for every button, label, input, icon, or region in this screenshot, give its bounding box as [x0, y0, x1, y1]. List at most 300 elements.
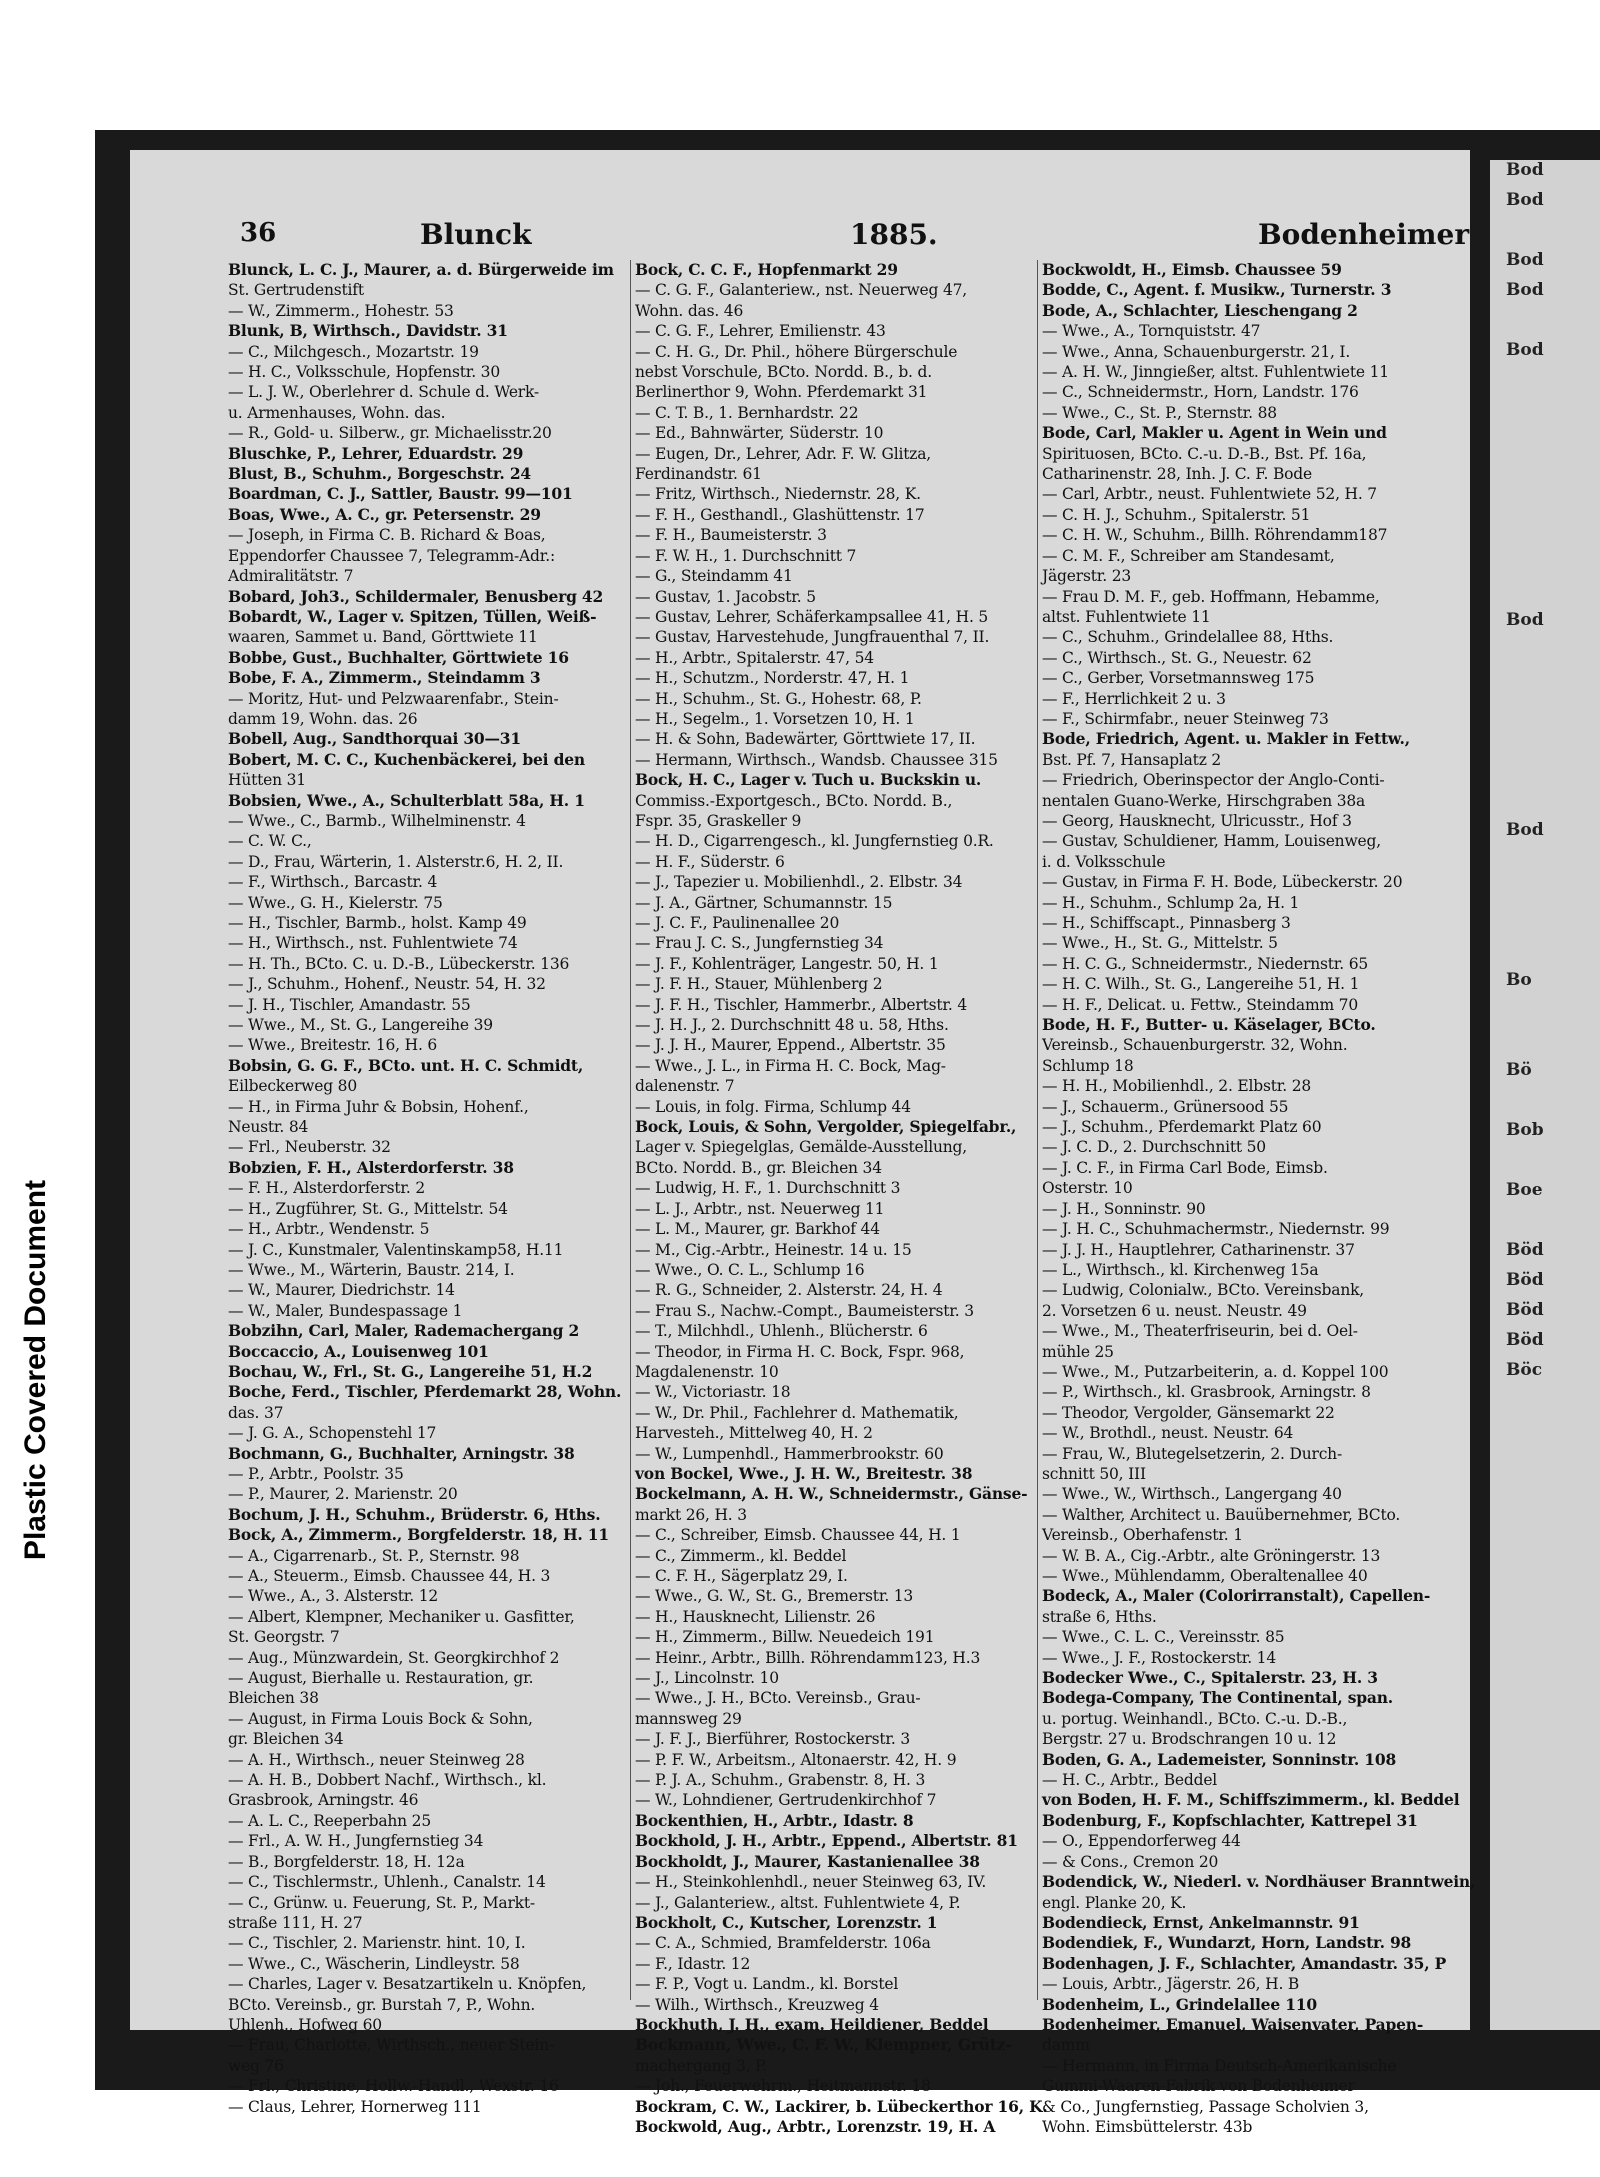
directory-entry: Ferdinandstr. 61	[635, 465, 762, 484]
next-page-fragment	[1490, 220, 1600, 250]
directory-entry: Wohn. das. 46	[635, 301, 744, 320]
directory-entry: — Wwe., J. F., Rostockerstr. 14	[1042, 1648, 1277, 1667]
directory-entry: mannsweg 29	[635, 1709, 742, 1728]
directory-entry: — Louis, in folg. Firma, Schlump 44	[635, 1097, 911, 1116]
directory-entry: — Joseph, in Firma C. B. Richard & Boas,	[228, 526, 546, 545]
side-label	[12, 1130, 60, 1610]
directory-entry: — W., Brothdl., neust. Neustr. 64	[1042, 1424, 1294, 1443]
directory-entry: — Wwe., W., Wirthsch., Langergang 40	[1042, 1485, 1342, 1504]
directory-entry: — Wwe., Breitestr. 16, H. 6	[228, 1036, 438, 1055]
directory-entry: — J. F. H., Stauer, Mühlenberg 2	[635, 975, 883, 994]
directory-entry: Bodendieck, Ernst, Ankelmannstr. 91	[1042, 1912, 1360, 1932]
directory-entry: — C. M. F., Schreiber am Standesamt,	[1042, 546, 1335, 565]
next-page-fragment: Bo	[1506, 970, 1532, 990]
directory-entry: Spirituosen, BCto. C.-u. D.-B., Bst. Pf. 16a,	[1042, 444, 1367, 463]
directory-entry: — Eugen, Dr., Lehrer, Adr. F. W. Glitza,	[635, 444, 931, 463]
directory-entry: — H., Arbtr., Spitalerstr. 47, 54	[635, 648, 874, 667]
directory-entry: — C. H. G., Dr. Phil., höhere Bürgerschule	[635, 342, 958, 361]
directory-entry: — A., Steuerm., Eimsb. Chaussee 44, H. 3	[228, 1567, 551, 1585]
directory-entry: — O., Eppendorferweg 44	[1042, 1832, 1241, 1851]
directory-entry: — P. J. A., Schuhm., Grabenstr. 8, H. 3	[635, 1771, 926, 1790]
directory-entry: — H. C., Arbtr., Beddel	[1042, 1771, 1218, 1790]
directory-entry: — H. H., Mobilienhdl., 2. Elbstr. 28	[1042, 1077, 1312, 1096]
directory-entry: — Wwe., M., Putzarbeiterin, a. d. Koppel 100	[1042, 1362, 1389, 1381]
directory-entry: — C. G. F., Lehrer, Emilienstr. 43	[635, 322, 886, 341]
directory-entry: Gummi-Waaren-Fabrik von Bodenheimer	[1042, 2077, 1355, 2096]
directory-entry: — W., Victoriastr. 18	[635, 1383, 791, 1402]
next-page-fragment	[1490, 910, 1600, 940]
directory-entry: Grasbrook, Arningstr. 46	[228, 1791, 419, 1810]
directory-entry: nebst Vorschule, BCto. Nordd. B., b. d.	[635, 363, 932, 382]
directory-entry: 2. Vorsetzen 6 u. neust. Neustr. 49	[1042, 1301, 1307, 1320]
directory-entry: schnitt 50, III	[1042, 1464, 1146, 1483]
directory-entry: — H., Steinkohlenhdl., neuer Steinweg 63, IV.	[635, 1873, 987, 1892]
directory-entry: — T., Milchhdl., Uhlenh., Blücherstr. 6	[635, 1322, 928, 1341]
directory-entry: — P., Maurer, 2. Marienstr. 20	[228, 1485, 458, 1504]
next-page-fragment: Bod	[1506, 250, 1544, 270]
directory-entry: — Wwe., G. H., Kielerstr. 75	[228, 893, 443, 912]
directory-entry: — F. H., Alsterdorferstr. 2	[228, 1179, 426, 1198]
directory-entry: — W., Lumpenhdl., Hammerbrookstr. 60	[635, 1444, 944, 1463]
directory-entry: — F. P., Vogt u. Landm., kl. Borstel	[635, 1975, 899, 1994]
directory-entry: Bodendiek, F., Wundarzt, Horn, Landstr. 98	[1042, 1933, 1412, 1953]
column-middle	[635, 260, 1048, 2137]
directory-entry: — W., Maler, Bundespassage 1	[228, 1301, 463, 1320]
directory-entry: altst. Fuhlentwiete 11	[1042, 607, 1211, 626]
directory-entry: Bode, Carl, Makler u. Agent in Wein und	[1042, 423, 1387, 443]
directory-entry: Blunk, B, Wirthsch., Davidstr. 31	[228, 321, 508, 341]
directory-entry: — J. H., Sonninstr. 90	[1042, 1199, 1206, 1218]
directory-entry: — C., Wirthsch., St. G., Neuestr. 62	[1042, 648, 1312, 667]
directory-entry: — Walther, Architect u. Bauübernehmer, BCto.	[1042, 1505, 1401, 1524]
directory-entry: — C., Tischlermstr., Uhlenh., Canalstr. 14	[228, 1873, 546, 1892]
directory-entry: Bodeck, A., Maler (Colorirranstalt), Capellen-	[1042, 1586, 1431, 1606]
directory-entry: — W. B. A., Cig.-Arbtr., alte Gröningerstr. 13	[1042, 1546, 1381, 1565]
directory-entry: — Fritz, Wirthsch., Niedernstr. 28, K.	[635, 485, 921, 504]
directory-entry: — J. A., Gärtner, Schumannstr. 15	[635, 893, 893, 912]
directory-entry: — Gustav, Harvestehude, Jungfrauenthal 7, II.	[635, 628, 990, 647]
directory-entry: — Frau, Charlotte, Wirthsch., neuer Stein-	[228, 2036, 555, 2055]
directory-entry: — H., Schuhm., Schlump 2a, H. 1	[1042, 893, 1300, 912]
directory-entry: — L. M., Maurer, gr. Barkhof 44	[635, 1220, 880, 1239]
directory-entry: Bodenburg, F., Kopfschlachter, Kattrepel 31	[1042, 1810, 1418, 1830]
directory-entry: Boccaccio, A., Louisenweg 101	[228, 1341, 489, 1361]
directory-entry: — Ed., Bahnwärter, Süderstr. 10	[635, 424, 884, 443]
directory-entry: — C., Schreiber, Eimsb. Chaussee 44, H. 1	[635, 1526, 961, 1545]
next-page-fragment	[1490, 940, 1600, 970]
directory-entry: — C., Schneidermstr., Horn, Landstr. 176	[1042, 383, 1359, 402]
directory-entry: — Wwe., G. W., St. G., Bremerstr. 13	[635, 1587, 914, 1606]
directory-entry: — Frau J. C. S., Jungfernstieg 34	[635, 934, 884, 953]
directory-entry: — Wwe., O. C. L., Schlump 16	[635, 1260, 865, 1279]
directory-entry: — Theodor, Vergolder, Gänsemarkt 22	[1042, 1403, 1335, 1422]
directory-entry: Wohn. Eimsbüttelerstr. 43b	[1042, 2117, 1253, 2136]
directory-entry: von Boden, H. F. M., Schiffszimmerm., kl. Beddel	[1042, 1790, 1460, 1810]
directory-entry: — Ludwig, Colonialw., BCto. Vereinsbank,	[1042, 1281, 1365, 1300]
next-page-fragment	[1490, 490, 1600, 520]
directory-entry: — H. D., Cigarrengesch., kl. Jungfernstieg 0.R.	[635, 832, 994, 851]
directory-entry: weg 76	[228, 2056, 284, 2075]
directory-entry: — W., Maurer, Diedrichstr. 14	[228, 1281, 455, 1300]
directory-entry: Bochau, W., Frl., St. G., Langereihe 51, H.2	[228, 1361, 593, 1381]
directory-entry: — Wwe., Mühlendamm, Oberaltenallee 40	[1042, 1567, 1368, 1585]
directory-entry: — Frau, W., Blutegelsetzerin, 2. Durch-	[1042, 1444, 1342, 1463]
directory-entry: — J., Tapezier u. Mobilienhdl., 2. Elbstr. 34	[635, 873, 963, 892]
directory-entry: — J., Schuhm., Hohenf., Neustr. 54, H. 32	[228, 975, 546, 994]
directory-entry: — F. H., Gesthandl., Glashüttenstr. 17	[635, 505, 925, 524]
directory-entry: markt 26, H. 3	[635, 1505, 747, 1524]
next-page-fragment: Bob	[1506, 1120, 1544, 1140]
directory-entry: Bobe, F. A., Zimmerm., Steindamm 3	[228, 668, 541, 688]
directory-entry: — Gustav, Lehrer, Schäferkampsallee 41, H. 5	[635, 607, 989, 626]
directory-entry: — C. H. J., Schuhm., Spitalerstr. 51	[1042, 505, 1311, 524]
directory-entry: Neustr. 84	[228, 1118, 309, 1137]
directory-entry: — August, in Firma Louis Bock & Sohn,	[228, 1709, 533, 1728]
directory-entry: — Wwe., C., Barmb., Wilhelminenstr. 4	[228, 811, 526, 830]
directory-entry: — Hermann, Wirthsch., Wandsb. Chaussee 315	[635, 750, 998, 769]
directory-entry: Bobzien, F. H., Alsterdorferstr. 38	[228, 1157, 514, 1177]
directory-entry: — H., Arbtr., Wendenstr. 5	[228, 1220, 430, 1239]
directory-entry: — C. T. B., 1. Bernhardstr. 22	[635, 403, 859, 422]
directory-entry: Bleichen 38	[228, 1689, 319, 1708]
directory-entry: straße 6, Hths.	[1042, 1607, 1157, 1626]
directory-entry: Bodendick, W., Niederl. v. Nordhäuser Branntwein,	[1042, 1872, 1476, 1892]
directory-entry: Lager v. Spiegelglas, Gemälde-Ausstellung,	[635, 1138, 967, 1157]
directory-entry: Bockhold, J. H., Arbtr., Eppend., Albertstr. 81	[635, 1831, 1018, 1851]
directory-entry: — Wilh., Wirthsch., Kreuzweg 4	[635, 1995, 879, 2014]
directory-entry: BCto. Nordd. B., gr. Bleichen 34	[635, 1158, 882, 1177]
directory-entry: — J. J. H., Maurer, Eppend., Albertstr. 35	[635, 1036, 946, 1055]
directory-entry: — J. C., Kunstmaler, Valentinskamp58, H.11	[228, 1240, 564, 1259]
directory-entry: von Bockel, Wwe., J. H. W., Breitestr. 38	[635, 1463, 973, 1483]
directory-entry: Bockholdt, J., Maurer, Kastanienallee 38	[635, 1851, 980, 1871]
next-page-fragment: Bod	[1506, 340, 1544, 360]
directory-entry: — Frau S., Nachw.-Compt., Baumeisterstr. 3	[635, 1301, 974, 1320]
next-page-fragment: Böd	[1506, 1270, 1544, 1290]
directory-entry: — Frl., A. W. H., Jungfernstieg 34	[228, 1832, 484, 1851]
directory-entry: — R., Gold- u. Silberw., gr. Michaelisstr.20	[228, 424, 552, 443]
directory-entry: & Co., Jungfernstieg, Passage Scholvien 3,	[1042, 2097, 1369, 2116]
directory-entry: — Frl., Neuberstr. 32	[228, 1138, 391, 1157]
directory-entry: — J. C. D., 2. Durchschnitt 50	[1042, 1138, 1266, 1157]
directory-entry: — J. F., Kohlenträger, Langestr. 50, H. 1	[635, 954, 939, 973]
next-page-fragment	[1490, 460, 1600, 490]
directory-entry: Bobardt, W., Lager v. Spitzen, Tüllen, Weiß-	[228, 606, 597, 626]
directory-entry: u. Armenhauses, Wohn. das.	[228, 403, 446, 422]
directory-entry: — C. H. W., Schuhm., Billh. Röhrendamm187	[1042, 526, 1388, 545]
directory-entry: — Gustav, Schuldiener, Hamm, Louisenweg,	[1042, 832, 1381, 851]
next-page-fragment: Böd	[1506, 1240, 1544, 1260]
directory-entry: — Theodor, in Firma H. C. Bock, Fspr. 968,	[635, 1342, 965, 1361]
directory-entry: Blunck, L. C. J., Maurer, a. d. Bürgerweide im	[228, 260, 614, 279]
directory-entry: — C. A., Schmied, Bramfelderstr. 106a	[635, 1934, 931, 1953]
directory-entry: dalenenstr. 7	[635, 1077, 735, 1096]
next-page-fragment	[1490, 670, 1600, 700]
next-page-fragment	[1490, 310, 1600, 340]
directory-entry: — H., in Firma Juhr & Bobsin, Hohenf.,	[228, 1097, 529, 1116]
directory-entry: Bock, C. C. F., Hopfenmarkt 29	[635, 260, 898, 279]
directory-entry: straße 111, H. 27	[228, 1913, 363, 1932]
directory-entry: Bst. Pf. 7, Hansaplatz 2	[1042, 750, 1222, 769]
directory-entry: — Albert, Klempner, Mechaniker u. Gasfitter,	[228, 1607, 575, 1626]
side-label-text: Plastic Covered Document	[19, 1179, 52, 1561]
next-page-fragment: Bod	[1506, 190, 1544, 210]
directory-entry: — J. F. H., Tischler, Hammerbr., Albertstr. 4	[635, 995, 968, 1014]
directory-entry: — Wwe., Anna, Schauenburgerstr. 21, I.	[1042, 342, 1351, 361]
directory-entry: Bobsien, Wwe., A., Schulterblatt 58a, H. 1	[228, 790, 585, 810]
directory-entry: Bode, A., Schlachter, Lieschengang 2	[1042, 300, 1358, 320]
directory-entry: Bock, A., Zimmerm., Borgfelderstr. 18, H. 11	[228, 1525, 609, 1545]
next-page-fragment: Böd	[1506, 1330, 1544, 1350]
directory-entry: BCto. Vereinsb., gr. Burstah 7, P., Wohn.	[228, 1995, 536, 2014]
directory-entry: — F., Wirthsch., Barcastr. 4	[228, 873, 438, 892]
directory-entry: — J. F. J., Bierführer, Rostockerstr. 3	[635, 1730, 911, 1749]
directory-entry: Bodde, C., Agent. f. Musikw., Turnerstr. 3	[1042, 280, 1392, 300]
directory-entry: — R. G., Schneider, 2. Alsterstr. 24, H. 4	[635, 1281, 943, 1300]
next-page-fragment	[1490, 370, 1600, 400]
directory-entry: — F., Idastr. 12	[635, 1954, 751, 1973]
directory-entry: — L. J., Arbtr., nst. Neuerweg 11	[635, 1199, 885, 1218]
directory-entry: machergang 3, P.	[635, 2056, 767, 2075]
directory-entry: — D., Frau, Wärterin, 1. Alsterstr.6, H. 2, II.	[228, 852, 564, 871]
directory-entry: Bodecker Wwe., C., Spitalerstr. 23, H. 3	[1042, 1668, 1378, 1688]
directory-entry: — Charles, Lager v. Besatzartikeln u. Knöpfen,	[228, 1975, 587, 1994]
directory-entry: Bode, H. F., Butter- u. Käselager, BCto.	[1042, 1015, 1376, 1035]
directory-entry: — H. F., Süderstr. 6	[635, 852, 785, 871]
next-page-fragment	[1490, 760, 1600, 790]
directory-entry: Bock, H. C., Lager v. Tuch u. Buckskin u.	[635, 770, 982, 790]
directory-entry: — C. F. H., Sägerplatz 29, I.	[635, 1567, 848, 1585]
directory-entry: Magdalenenstr. 10	[635, 1362, 779, 1381]
directory-entry: — J., Lincolnstr. 10	[635, 1669, 779, 1688]
directory-entry: — C., Grünw. u. Feuerung, St. P., Markt-	[228, 1893, 535, 1912]
directory-entry: Bockram, C. W., Lackirer, b. Lübeckerthor 16, K.	[635, 2096, 1048, 2116]
next-page-fragment	[1490, 1030, 1600, 1060]
directory-entry: Uhlenh., Hofweg 60	[228, 2015, 382, 2034]
directory-entry: Commiss.-Exportgesch., BCto. Nordd. B.,	[635, 791, 953, 810]
directory-entry: — A., Cigarrenarb., St. P., Sternstr. 98	[228, 1546, 520, 1565]
directory-entry: Bock, Louis, & Sohn, Vergolder, Spiegelfabr.,	[635, 1117, 1017, 1137]
directory-entry: — H. C. G., Schneidermstr., Niedernstr. 65	[1042, 954, 1369, 973]
next-page-fragment: Bod	[1506, 160, 1544, 180]
directory-entry: — P. F. W., Arbeitsm., Altonaerstr. 42, H. 9	[635, 1750, 957, 1769]
directory-entry: Bockmann, Wwe., C. F. W., Klempner, Grütz-	[635, 2035, 1012, 2055]
directory-entry: — F. H., Baumeisterstr. 3	[635, 526, 827, 545]
directory-entry: — W., Lohndiener, Gertrudenkirchhof 7	[635, 1791, 937, 1810]
next-page-fragment: Böc	[1506, 1360, 1543, 1380]
directory-entry: — H. C. Wilh., St. G., Langereihe 51, H. 1	[1042, 975, 1360, 994]
next-page-fragment: Boe	[1506, 1180, 1543, 1200]
directory-entry: — F., Herrlichkeit 2 u. 3	[1042, 689, 1226, 708]
page-header	[240, 218, 1470, 254]
directory-entry: — A. L. C., Reeperbahn 25	[228, 1811, 432, 1830]
directory-entry: — Aug., Münzwardein, St. Georgkirchhof 2	[228, 1648, 560, 1667]
next-page-fragment: Bod	[1506, 610, 1544, 630]
next-page-fragment	[1490, 580, 1600, 610]
column-divider	[1037, 260, 1038, 2000]
directory-entry: Vereinsb., Oberhafenstr. 1	[1042, 1526, 1243, 1545]
directory-entry: — & Cons., Cremon 20	[1042, 1852, 1219, 1871]
directory-entry: — H., Zugführer, St. G., Mittelstr. 54	[228, 1199, 508, 1218]
directory-entry: Bobsin, G. G. F., BCto. unt. H. C. Schmidt,	[228, 1055, 584, 1075]
directory-entry: Harvesteh., Mittelweg 40, H. 2	[635, 1424, 873, 1443]
next-page-fragment	[1490, 790, 1600, 820]
directory-entry: — Frl., Christine, Hollw.-Handl., Wexstr. 16	[228, 2077, 559, 2096]
directory-entry: St. Gertrudenstift	[228, 281, 364, 300]
next-page-fragment	[1490, 730, 1600, 760]
directory-entry: engl. Planke 20, K.	[1042, 1893, 1187, 1912]
directory-entry: — H. C., Volksschule, Hopfenstr. 30	[228, 363, 501, 382]
directory-entry: Bodenheim, L., Grindelallee 110	[1042, 1994, 1317, 2014]
next-page-fragment	[1490, 520, 1600, 550]
next-page-fragment: Böd	[1506, 1300, 1544, 1320]
directory-entry: waaren, Sammet u. Band, Görttwiete 11	[228, 628, 538, 647]
directory-page	[130, 150, 1476, 2136]
directory-entry: — C., Zimmerm., kl. Beddel	[635, 1546, 847, 1565]
directory-entry: — Georg, Hausknecht, Ulricusstr., Hof 3	[1042, 811, 1352, 830]
directory-entry: — Wwe., C. L. C., Vereinsstr. 85	[1042, 1628, 1285, 1647]
column-left	[228, 260, 628, 2117]
directory-entry: — W., Dr. Phil., Fachlehrer d. Mathematik,	[635, 1403, 959, 1422]
directory-entry: Bochum, J. H., Schuhm., Brüderstr. 6, Hths.	[228, 1504, 601, 1524]
directory-entry: Vereinsb., Schauenburgerstr. 32, Wohn.	[1042, 1036, 1348, 1055]
directory-entry: — H., Schiffscapt., Pinnasberg 3	[1042, 914, 1291, 932]
directory-entry: — Joh., Feuerwehrm., Heitmannstr. 18	[635, 2077, 931, 2096]
directory-entry: — J. J. H., Hauptlehrer, Catharinenstr. 37	[1042, 1240, 1355, 1259]
directory-entry: — B., Borgfelderstr. 18, H. 12a	[228, 1852, 465, 1871]
directory-entry: — G., Steindamm 41	[635, 567, 793, 586]
directory-entry: — A. H., Wirthsch., neuer Steinweg 28	[228, 1750, 525, 1769]
directory-entry: — J., Galanteriew., altst. Fuhlentwiete 4, P.	[635, 1893, 961, 1912]
next-page-fragment	[1490, 850, 1600, 880]
directory-entry: Fspr. 35, Graskeller 9	[635, 811, 802, 830]
directory-entry: Eilbeckerweg 80	[228, 1077, 357, 1096]
directory-entry: Bockhuth, J. H., exam. Heildiener, Beddel	[635, 2014, 989, 2034]
next-page-fragment: Bö	[1506, 1060, 1532, 1080]
directory-entry: — Wwe., C., Wäscherin, Lindleystr. 58	[228, 1954, 520, 1973]
directory-entry: — August, Bierhalle u. Restauration, gr.	[228, 1669, 534, 1688]
directory-entry: Eppendorfer Chaussee 7, Telegramm-Adr.:	[228, 546, 556, 565]
directory-entry: Bergstr. 27 u. Brodschrangen 10 u. 12	[1042, 1730, 1337, 1749]
directory-entry: — Wwe., M., Wärterin, Baustr. 214, I.	[228, 1260, 515, 1279]
directory-entry: — Gustav, in Firma F. H. Bode, Lübeckerstr. 20	[1042, 873, 1403, 892]
directory-entry: — Wwe., A., Tornquiststr. 47	[1042, 322, 1261, 341]
directory-entry: — Heinr., Arbtr., Billh. Röhrendamm123, H.3	[635, 1648, 981, 1667]
directory-entry: — Gustav, 1. Jacobstr. 5	[635, 587, 816, 606]
directory-entry: Bobell, Aug., Sandthorquai 30—31	[228, 729, 521, 749]
directory-entry: Bobert, M. C. C., Kuchenbäckerei, bei den	[228, 749, 585, 769]
directory-entry: Boden, G. A., Lademeister, Sonninstr. 108	[1042, 1749, 1397, 1769]
directory-entry: — Louis, Arbtr., Jägerstr. 26, H. B	[1042, 1975, 1300, 1994]
directory-entry: — Wwe., A., 3. Alsterstr. 12	[228, 1587, 439, 1606]
next-page-fragment	[1490, 400, 1600, 430]
directory-entry: — L. J. W., Oberlehrer d. Schule d. Werk-	[228, 383, 539, 402]
directory-entry: Osterstr. 10	[1042, 1179, 1133, 1198]
directory-entry: — Ludwig, H. F., 1. Durchschnitt 3	[635, 1179, 901, 1198]
directory-entry: — C. G. F., Galanteriew., nst. Neuerweg 47,	[635, 281, 968, 300]
directory-entry: Boardman, C. J., Sattler, Baustr. 99—101	[228, 484, 573, 504]
next-page-fragment: Bod	[1506, 820, 1544, 840]
next-page-fragment	[1490, 1090, 1600, 1120]
directory-entry: das. 37	[228, 1403, 284, 1422]
directory-entry: Bodenheimer, Emanuel, Waisenvater, Papen-	[1042, 2014, 1424, 2034]
column-divider	[630, 260, 631, 2000]
directory-entry: — J., Schauerm., Grünersood 55	[1042, 1097, 1289, 1116]
directory-entry: Bockelmann, A. H. W., Schneidermstr., Gänse-	[635, 1484, 1028, 1504]
directory-entry: nentalen Guano-Werke, Hirschgraben 38a	[1042, 791, 1366, 810]
directory-entry: — F., Schirmfabr., neuer Steinweg 73	[1042, 709, 1329, 728]
directory-entry: — A. H. W., Jinngießer, altst. Fuhlentwiete 11	[1042, 363, 1389, 382]
directory-entry: — H., Wirthsch., nst. Fuhlentwiete 74	[228, 934, 518, 953]
directory-entry: damm 19, Wohn. das. 26	[228, 709, 418, 728]
header-left-keyword: Blunck	[420, 218, 532, 251]
directory-entry: Bochmann, G., Buchhalter, Arningstr. 38	[228, 1443, 575, 1463]
directory-entry: Bobard, Joh3., Schildermaler, Benusberg 42	[228, 586, 604, 606]
directory-entry: — J., Schuhm., Pferdemarkt Platz 60	[1042, 1118, 1322, 1137]
directory-entry: — H., Schuhm., St. G., Hohestr. 68, P.	[635, 689, 922, 708]
next-page-fragment	[1490, 430, 1600, 460]
next-page-fragment	[1490, 880, 1600, 910]
directory-entry: — C., Tischler, 2. Marienstr. hint. 10, I.	[228, 1934, 526, 1953]
directory-entry: — C., Milchgesch., Mozartstr. 19	[228, 342, 479, 361]
directory-entry: — Wwe., J. H., BCto. Vereinsb., Grau-	[635, 1689, 921, 1708]
directory-entry: — Hermann, in Firma Deutsch-Amerikanische	[1042, 2056, 1397, 2075]
directory-entry: — Wwe., J. L., in Firma H. C. Bock, Mag-	[635, 1056, 946, 1075]
next-page-fragment	[1490, 1000, 1600, 1030]
directory-entry: Bobzihn, Carl, Maler, Rademachergang 2	[228, 1321, 580, 1341]
directory-entry: — J. C. F., in Firma Carl Bode, Eimsb.	[1042, 1158, 1328, 1177]
directory-entry: Bode, Friedrich, Agent. u. Makler in Fettw.,	[1042, 729, 1410, 749]
directory-entry: Bluschke, P., Lehrer, Eduardstr. 29	[228, 443, 524, 463]
directory-entry: — Friedrich, Oberinspector der Anglo-Conti-	[1042, 771, 1385, 790]
directory-entry: St. Georgstr. 7	[228, 1628, 340, 1647]
directory-entry: Bockwoldt, H., Eimsb. Chaussee 59	[1042, 260, 1342, 279]
next-page-edge	[1490, 160, 1600, 2030]
directory-entry: — Wwe., M., St. G., Langereihe 39	[228, 1016, 493, 1035]
directory-entry: damm	[1042, 2036, 1090, 2055]
directory-entry: — C. W. C.,	[228, 832, 312, 851]
directory-entry: — F. W. H., 1. Durchschnitt 7	[635, 546, 857, 565]
directory-entry: Bodenhagen, J. F., Schlachter, Amandastr. 35, P	[1042, 1953, 1447, 1973]
next-page-fragment	[1490, 1210, 1600, 1240]
next-page-fragment	[1490, 1150, 1600, 1180]
directory-entry: — J. C. F., Paulinenallee 20	[635, 914, 840, 932]
directory-entry: — Moritz, Hut- und Pelzwaarenfabr., Stein-	[228, 689, 559, 708]
directory-entry: — H., Schutzm., Norderstr. 47, H. 1	[635, 669, 910, 688]
directory-entry: — H., Zimmerm., Billw. Neuedeich 191	[635, 1628, 935, 1647]
directory-entry: — J. H., Tischler, Amandastr. 55	[228, 995, 471, 1014]
directory-entry: Bockholt, C., Kutscher, Lorenzstr. 1	[635, 1912, 938, 1932]
next-page-fragment: Bod	[1506, 280, 1544, 300]
next-page-fragment	[1490, 550, 1600, 580]
directory-entry: gr. Bleichen 34	[228, 1730, 344, 1749]
header-right-keyword: Bodenheimer	[1258, 218, 1470, 251]
directory-entry: Hütten 31	[228, 771, 306, 790]
header-year: 1885.	[850, 218, 938, 251]
directory-entry: — H. & Sohn, Badewärter, Görttwiete 17, II.	[635, 730, 976, 749]
directory-entry: mühle 25	[1042, 1342, 1114, 1361]
directory-entry: — H., Segelm., 1. Vorsetzen 10, H. 1	[635, 709, 915, 728]
directory-entry: — C., Schuhm., Grindelallee 88, Hths.	[1042, 628, 1334, 647]
directory-entry: Blust, B., Schuhm., Borgeschstr. 24	[228, 464, 531, 484]
directory-entry: Catharinenstr. 28, Inh. J. C. F. Bode	[1042, 465, 1312, 484]
page-number: 36	[240, 218, 277, 248]
directory-entry: — Claus, Lehrer, Hornerweg 111	[228, 2097, 482, 2116]
directory-entry: Boas, Wwe., A. C., gr. Petersenstr. 29	[228, 504, 541, 524]
directory-entry: i. d. Volksschule	[1042, 852, 1166, 871]
directory-entry: — H., Tischler, Barmb., holst. Kamp 49	[228, 914, 527, 932]
directory-entry: Berlinerthor 9, Wohn. Pferdemarkt 31	[635, 383, 928, 402]
